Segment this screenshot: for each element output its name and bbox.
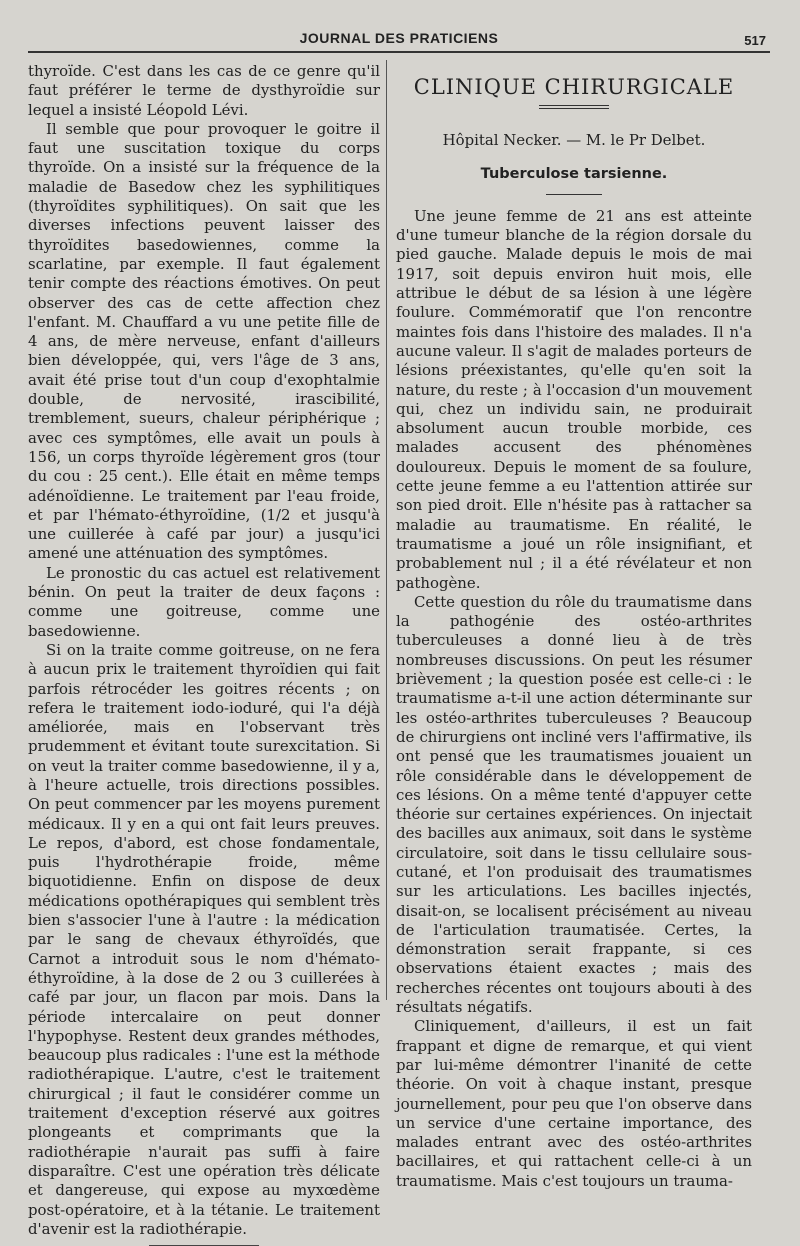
paragraph: Cette question du rôle du traumatisme dans la pathogénie des ostéo-arthrites tuberculeuses a donné lieu à de très nombreuses discussions. On peut les résumer brièvement ; la question posée est celle-ci : le traumatisme a-t-il une action déterminante sur les ostéo-arthrites tuberculeuses ? Beaucoup de chirurgiens ont incliné vers l'affirmative, ils ont pensé que les traumatismes jouaient un rôle considérable dans le développement de ces lésions. On a même tenté d'appuyer cette théorie sur certaines expériences. On injectait des bacilles aux animaux, soit dans le système circulatoire, soit dans le tissu cellulaire sous-cutané, et l'on produisait des traumatismes sur les articulations. Les bacilles injectés, disait-on, se localisent précisément au niveau de l'articulation traumatisée. Certes, la démonstration serait frappante, si ces observations étaient exactes ; mais des recherches récentes ont toujours abouti à des résultats négatifs.: [396, 592, 752, 1017]
paragraph: Le pronostic du cas actuel est relativement bénin. On peut la traiter de deux façons : comme une goitreuse, comme une basedowienne.: [28, 563, 380, 640]
section-title: CLINIQUE CHIRURGICALE: [413, 75, 735, 99]
right-column: [396, 74, 752, 1191]
page-number: 517: [744, 33, 766, 48]
journal-title: JOURNAL DES PRATICIENS: [299, 30, 499, 46]
column-divider: [386, 60, 387, 1000]
paragraph: Cliniquement, d'ailleurs, il est un fait frappant et digne de remarque, et qui vient par lui-même démontrer l'inanité de cette théorie. On voit à chaque instant, presque journellement, pour peu que l'on observe dans un service d'une certaine importance, des malades entrant avec des ostéo-arthrites bacillaires, et qui rattachent celle-ci à un traumatisme. Mais c'est toujours un trauma-: [396, 1017, 752, 1190]
paragraph: Il semble que pour provoquer le goitre il faut une suscitation toxique du corps thyroïde. On a insisté sur la fréquence de la maladie de Basedow chez les syphilitiques (thyroïdites syphilitiques). On sait que les diverses infections peuvent laisser des thyroïdites basedowiennes, comme la scarlatine, par exemple. Il faut également tenir compte des réactions émotives. On peut observer des cas de cette affection chez l'enfant. M. Chauffard a vu une petite fille de 4 ans, de mère nerveuse, enfant d'ailleurs bien développée, qui, vers l'âge de 3 ans, avait été prise tout d'un coup d'exophtalmie double, de nervosité, irascibilité, tremblement, sueurs, chaleur périphérique ; avec ces symptômes, elle avait un pouls à 156, un corps thyroïde légèrement gros (tour du cou : 25 cent.). Elle était en même temps adénoïdienne. Le traitement par l'eau froide, et par l'hémato-éthyroïdine, (1/2 et jusqu'à une cuillerée à café par jour) a jusqu'ici amené une atténuation des symptômes.: [28, 119, 380, 563]
page-header: [28, 24, 770, 50]
subtitle-rule: [546, 194, 602, 195]
paragraph: Si on la traite comme goitreuse, on ne fera à aucun prix le traitement thyroïdien qui fait parfois rétrocéder les goitres récents ; on refera le traitement iodo-ioduré, qui l'a déjà améliorée, mais en l'observant très prudemment et évitant toute surexcitation. Si on veut la traiter comme basedowienne, il y a, à l'heure actuelle, trois directions possibles. On peut commencer par les moyens purement médicaux. Il y en a qui ont fait leurs preuves. Le repos, d'abord, est chose fondamentale, puis l'hydrothérapie froide, même biquotidienne. Enfin on dispose de deux médications opothérapiques qui semblent très bien s'associer l'une à l'autre : la médication par le sang de chevaux éthyroïdés, que Carnot a introduit sous le nom d'hémato-éthyroïdine, à la dose de 2 ou 3 cuillerées à café par jour, un flacon par mois. Dans la période intercalaire on peut donner l'hypophyse. Restent deux grandes méthodes, beaucoup plus radicales : l'une est la méthode radiothérapique. L'autre, c'est le traitement chirurgical ; il faut le considérer comme un traitement d'exception réservé aux goitres plongeants et comprimants que la radiothérapie n'aurait pas suffi à faire disparaître. C'est une opération très délicate et dangereuse, qui expose au myxœdème post-opératoire, et à la tétanie. Le traitement d'avenir est la radiothérapie.: [28, 640, 380, 1238]
paragraph: thyroïde. C'est dans les cas de ce genre qu'il faut préférer le terme de dysthyroïdie sur lequel a insisté Léopold Lévi.: [28, 62, 380, 119]
left-column: [28, 62, 380, 1246]
header-rule: [28, 51, 770, 53]
title-rule: [539, 105, 609, 109]
paragraph: Une jeune femme de 21 ans est atteinte d'une tumeur blanche de la région dorsale du pied gauche. Malade depuis le mois de mai 1917, soit depuis environ huit mois, elle attribue le début de sa lésion à une légère foulure. Commémoratif que l'on rencontre maintes fois dans l'histoire des malades. Il n'a aucune valeur. Il s'agit de malades porteurs de lésions préexistantes, qu'elle qu'en soit la nature, du reste ; à l'occasion d'un mouvement qui, chez un individu sain, ne produirait absolument aucun trouble morbide, ces malades accusent des phénomènes douloureux. Depuis le moment de sa foulure, cette jeune femme a eu l'attention attirée sur son pied droit. Elle n'hésite pas à rattacher sa maladie au traumatisme. En réalité, le traumatisme a joué un rôle insignifiant, et probablement nul ; il a été révélateur et non pathogène.: [396, 206, 752, 592]
hospital-line: Hôpital Necker. — M. le Pr Delbet.: [442, 131, 706, 150]
article-subtitle: Tuberculose tarsienne.: [480, 165, 668, 182]
